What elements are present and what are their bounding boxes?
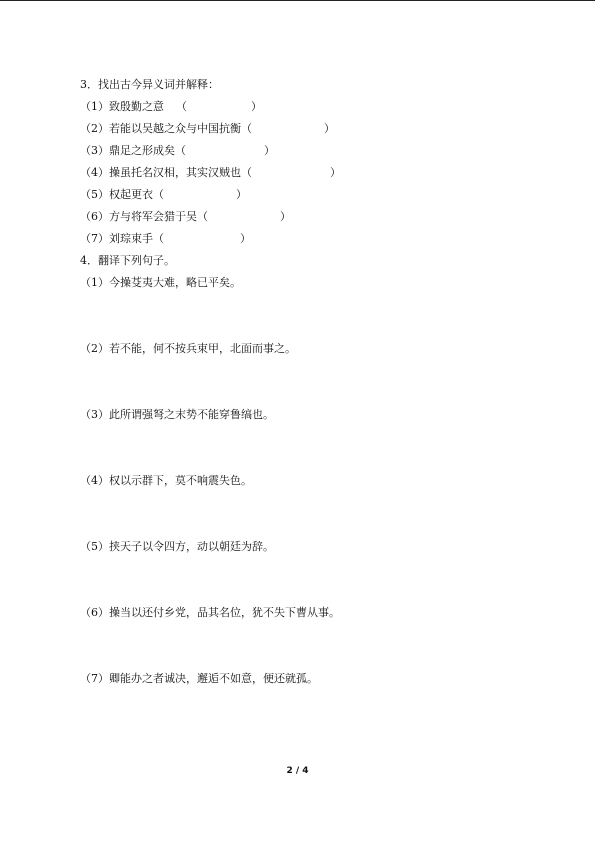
- translation-item: [80, 470, 540, 536]
- vocab-item: [80, 184, 540, 206]
- item-number: （1）: [80, 276, 109, 289]
- item-number: （5）: [80, 188, 109, 201]
- item-number: （5）: [80, 540, 109, 553]
- sentence-text: 今操芟夷大难，略已平矣。: [109, 276, 241, 289]
- answer-paren-close: ）: [324, 122, 335, 135]
- translation-item: [80, 668, 540, 734]
- translation-item: [80, 404, 540, 470]
- section-3-heading: 3．找出古今异义词并解释：: [80, 78, 219, 91]
- vocab-item: [80, 206, 540, 228]
- vocab-item: [80, 140, 540, 162]
- item-text: 权起更衣: [109, 188, 153, 201]
- sentence-text: 若不能，何不按兵束甲，北面而事之。: [109, 342, 296, 355]
- answer-paren-close: ）: [236, 188, 247, 201]
- vocab-item: [80, 96, 540, 118]
- translation-item: [80, 338, 540, 404]
- translation-item: [80, 272, 540, 338]
- item-text: 方与将军会猎于吴: [109, 210, 197, 223]
- item-number: （2）: [80, 342, 109, 355]
- item-number: （7）: [80, 672, 109, 685]
- answer-paren-close: ）: [251, 100, 262, 113]
- item-text: 若能以吴越之众与中国抗衡: [109, 122, 241, 135]
- sentence-text: 操当以还付乡党，品其名位，犹不失下曹从事。: [109, 606, 340, 619]
- vocab-item: [80, 162, 540, 184]
- item-number: （6）: [80, 606, 109, 619]
- translation-item: [80, 602, 540, 668]
- page-number: 2 / 4: [286, 766, 309, 776]
- sentence-text: 权以示群下，莫不响震失色。: [109, 474, 252, 487]
- answer-paren-close: ）: [280, 210, 291, 223]
- answer-paren-open: （: [176, 100, 187, 113]
- item-number: （7）: [80, 232, 109, 245]
- answer-paren-open: （: [175, 144, 186, 157]
- item-number: （6）: [80, 210, 109, 223]
- item-number: （1）: [80, 100, 109, 113]
- item-text: 鼎足之形成矣: [109, 144, 175, 157]
- sentence-text: 此所谓强弩之末势不能穿鲁缟也。: [109, 408, 274, 421]
- item-text: 刘琮束手: [109, 232, 153, 245]
- item-number: （3）: [80, 408, 109, 421]
- answer-paren-close: ）: [330, 166, 341, 179]
- item-number: （4）: [80, 166, 109, 179]
- vocab-item: [80, 228, 540, 250]
- answer-paren-open: （: [241, 166, 252, 179]
- answer-paren-open: （: [153, 232, 164, 245]
- vocab-item: [80, 118, 540, 140]
- worksheet-content: [80, 74, 540, 734]
- answer-paren-open: （: [241, 122, 252, 135]
- item-number: （3）: [80, 144, 109, 157]
- top-border-line: [0, 0, 595, 1]
- item-number: （2）: [80, 122, 109, 135]
- sentence-text: 卿能办之者诚决，邂逅不如意，便还就孤。: [109, 672, 318, 685]
- item-text: 致殷勤之意: [109, 100, 164, 113]
- answer-paren-close: ）: [264, 144, 275, 157]
- item-text: 操虽托名汉相，其实汉贼也: [109, 166, 241, 179]
- answer-paren-open: （: [153, 188, 164, 201]
- item-number: （4）: [80, 474, 109, 487]
- sentence-text: 挟天子以令四方，动以朝廷为辞。: [109, 540, 274, 553]
- answer-paren-close: ）: [240, 232, 251, 245]
- answer-paren-open: （: [197, 210, 208, 223]
- section-3-items: [80, 96, 540, 250]
- translation-item: [80, 536, 540, 602]
- section-4-heading: 4．翻译下列句子。: [80, 254, 175, 267]
- section-4-sentences: [80, 272, 540, 734]
